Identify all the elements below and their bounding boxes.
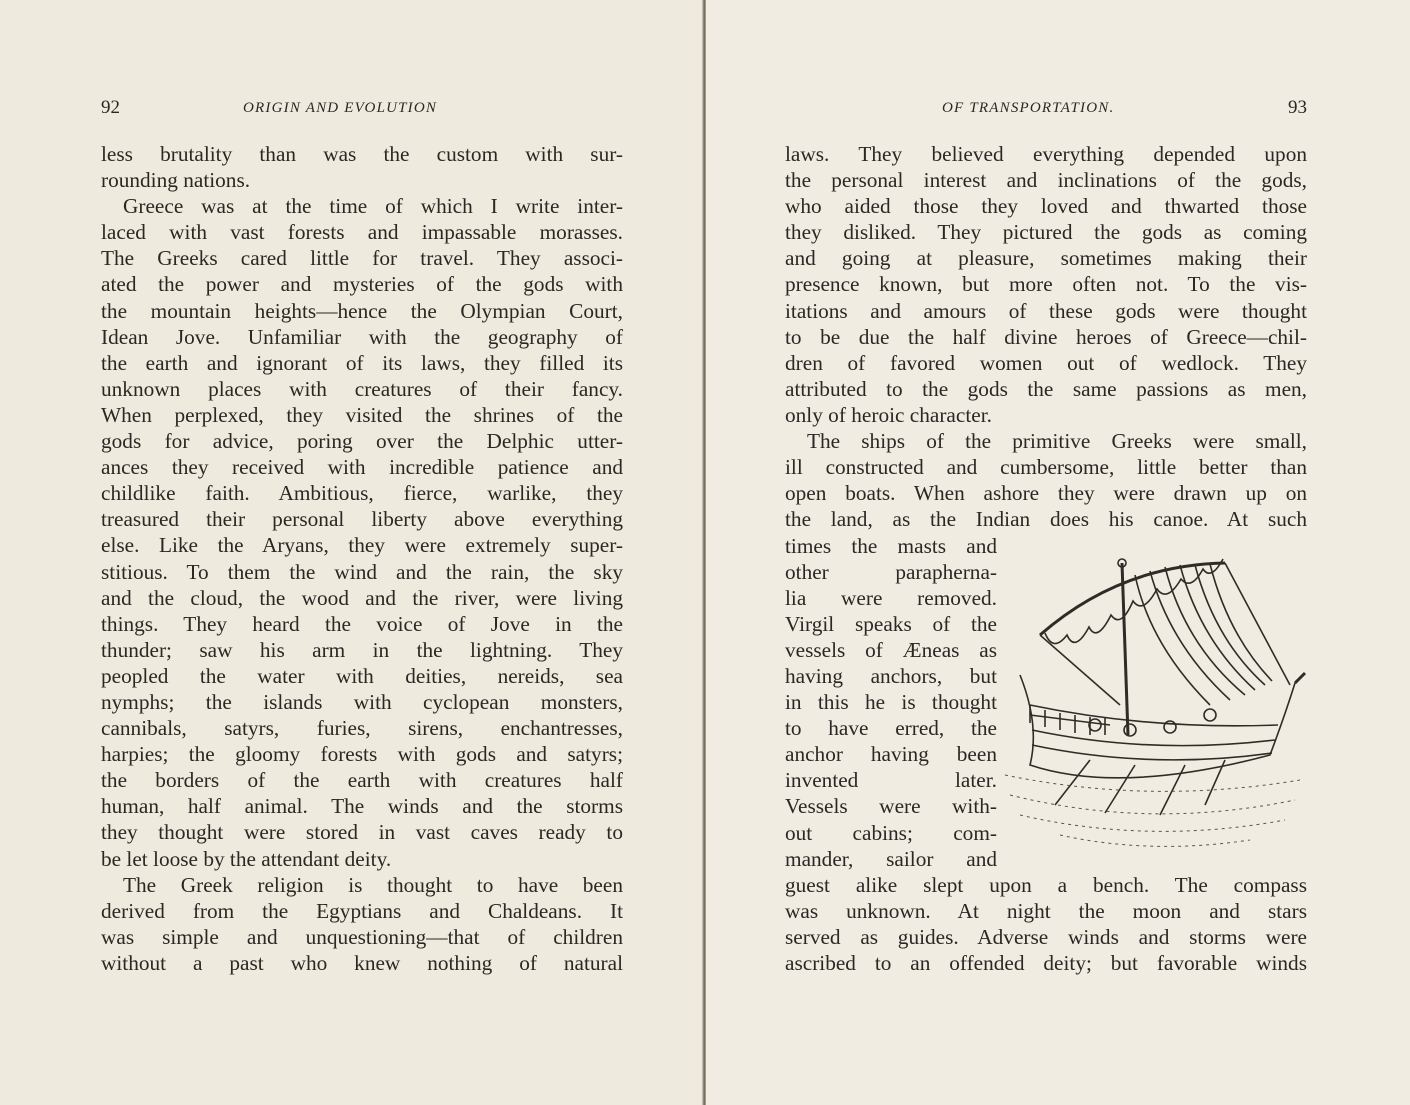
text-line: The ships of the primitive Greeks were small,	[807, 429, 1307, 454]
text-line: vessels of Æneas as	[785, 637, 997, 662]
text-line: Greece was at the time of which I write inter-	[123, 194, 623, 219]
text-line: When perplexed, they visited the shrines of the	[101, 402, 623, 427]
text-line: rounding nations.	[101, 168, 251, 193]
page-number-right: 93	[1288, 97, 1307, 118]
page-number-left: 92	[101, 97, 120, 118]
text-line: without a past who knew nothing of natural	[101, 950, 623, 975]
text-line: invented later.	[785, 768, 997, 793]
left-page-body	[101, 141, 623, 976]
text-line: the borders of the earth with creatures half	[101, 768, 623, 793]
text-line: itations and amours of these gods were thought	[785, 298, 1307, 323]
text-line: and going at pleasure, sometimes making their	[785, 246, 1307, 271]
text-line: the earth and ignorant of its laws, they filled its	[101, 350, 623, 375]
text-line: laced with vast forests and impassable morasses.	[101, 220, 623, 245]
text-line: out cabins; com-	[785, 820, 997, 845]
text-line: be let loose by the attendant deity.	[101, 846, 392, 871]
text-line: other parapherna-	[785, 559, 997, 584]
text-line: to be due the half divine heroes of Greece—chil-	[785, 324, 1307, 349]
text-line: guest alike slept upon a bench. The compass	[785, 872, 1307, 897]
text-line: stitious. To them the wind and the rain, the sky	[101, 559, 623, 584]
text-line: gods for advice, poring over the Delphic utter-	[101, 429, 623, 454]
text-line: Vessels were with-	[785, 794, 997, 819]
ship-illustration	[1000, 555, 1310, 865]
text-line: less brutality than was the custom with sur-	[101, 142, 623, 166]
text-line: and the cloud, the wood and the river, were living	[101, 585, 623, 610]
right-page-body-top	[785, 141, 1307, 532]
right-page-body-bottom	[785, 872, 1307, 976]
text-line: the mountain heights—hence the Olympian Court,	[101, 298, 623, 323]
text-line: treasured their personal liberty above everything	[101, 507, 623, 532]
text-line: ated the power and mysteries of the gods with	[101, 272, 623, 297]
text-line: was unknown. At night the moon and stars	[785, 898, 1307, 923]
text-line: lia were removed.	[785, 585, 997, 610]
text-line: was simple and unquestioning—that of children	[101, 924, 623, 949]
text-line: The Greeks cared little for travel. They associ-	[101, 246, 623, 271]
text-line: peopled the water with deities, nereids, sea	[101, 663, 623, 688]
text-line: things. They heard the voice of Jove in the	[101, 611, 623, 636]
text-line: mander, sailor and	[785, 846, 997, 871]
text-line: human, half animal. The winds and the storms	[101, 794, 623, 819]
text-line: having anchors, but	[785, 663, 997, 688]
running-head-right: OF TRANSPORTATION.	[942, 100, 1115, 116]
text-line: Virgil speaks of the	[785, 611, 997, 636]
text-line: attributed to the gods the same passions as men,	[785, 376, 1307, 401]
text-line: laws. They believed everything depended upon	[785, 142, 1307, 166]
left-page	[0, 0, 704, 1105]
text-line: harpies; the gloomy forests with gods and satyrs;	[101, 742, 623, 767]
text-line: presence known, but more often not. To the vis-	[785, 272, 1307, 297]
text-line: open boats. When ashore they were drawn up on	[785, 481, 1307, 506]
text-line: Idean Jove. Unfamiliar with the geography of	[101, 324, 623, 349]
text-line: in this he is thought	[785, 690, 997, 715]
text-line: only of heroic character.	[785, 402, 992, 427]
text-line: they thought were stored in vast caves ready to	[101, 820, 623, 845]
text-line: thunder; saw his arm in the lightning. They	[101, 637, 623, 662]
text-line: unknown places with creatures of their fancy.	[101, 376, 623, 401]
text-line: the personal interest and inclinations of the gods,	[785, 168, 1307, 193]
text-line: derived from the Egyptians and Chaldeans. It	[101, 898, 623, 923]
text-line: else. Like the Aryans, they were extremely super-	[101, 533, 623, 558]
text-line: they disliked. They pictured the gods as coming	[785, 220, 1307, 245]
text-line: cannibals, satyrs, furies, sirens, enchantresses,	[101, 716, 623, 741]
text-line: The Greek religion is thought to have been	[123, 872, 623, 897]
text-line: ances they received with incredible patience and	[101, 455, 623, 480]
text-line: who aided those they loved and thwarted those	[785, 194, 1307, 219]
text-line: to have erred, the	[785, 716, 997, 741]
running-head-left: ORIGIN AND EVOLUTION	[243, 100, 438, 116]
text-line: ill constructed and cumbersome, little better than	[785, 455, 1307, 480]
text-line: ascribed to an offended deity; but favorable winds	[785, 951, 1307, 976]
right-page-body-wrap	[785, 533, 997, 872]
text-line: times the masts and	[785, 533, 997, 558]
text-line: dren of favored women out of wedlock. They	[785, 350, 1307, 375]
text-line: anchor having been	[785, 742, 997, 767]
text-line: nymphs; the islands with cyclopean monsters,	[101, 689, 623, 714]
text-line: the land, as the Indian does his canoe. At such	[785, 507, 1307, 532]
right-page	[706, 0, 1410, 1105]
text-line: served as guides. Adverse winds and storms were	[785, 924, 1307, 949]
text-line: childlike faith. Ambitious, fierce, warlike, they	[101, 481, 623, 506]
